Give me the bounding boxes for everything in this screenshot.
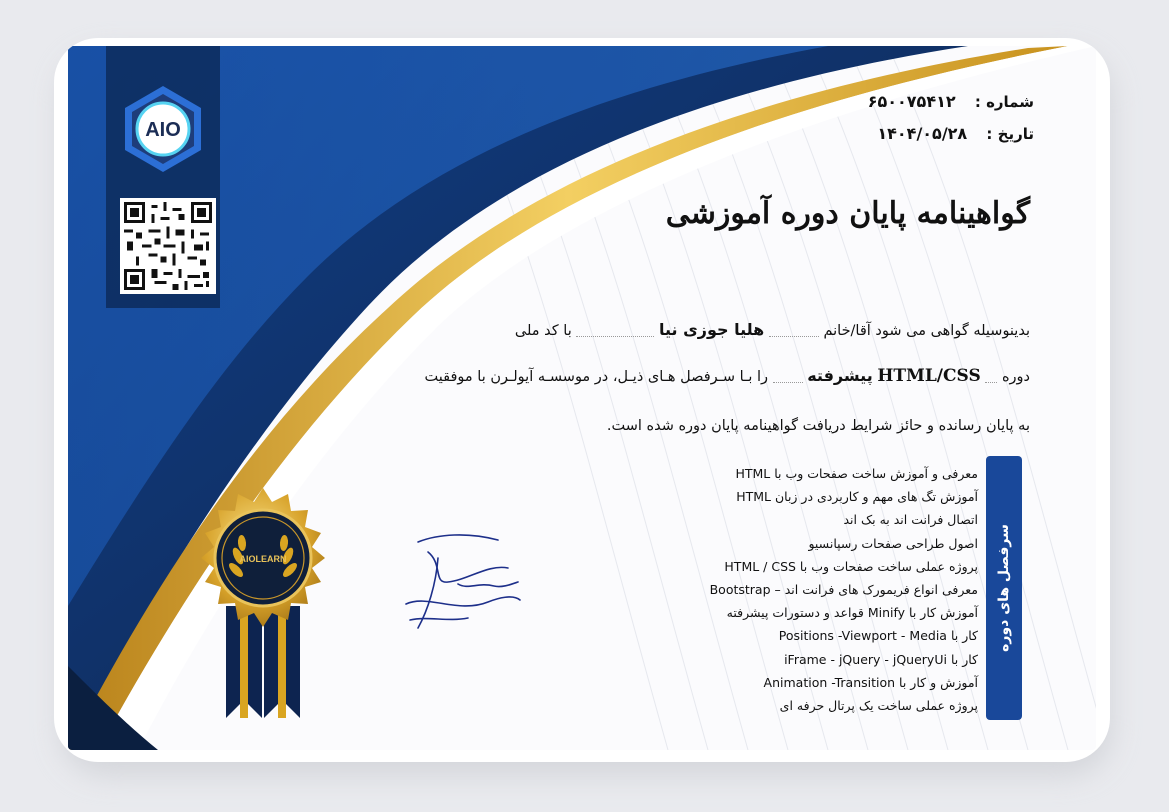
- syllabus-item: آموزش و کار با Animation -Transition: [763, 674, 978, 690]
- syllabus-item: آموزش کار با Minify قواعد و دستورات پیشرفته: [726, 605, 978, 621]
- syllabus-item: معرفی انواع فریمورک های فرانت اند – Bootstrap: [709, 582, 978, 598]
- certificate-number: ۶۵۰۰۷۵۴۱۲: [867, 92, 956, 111]
- dotted-separator: [985, 372, 997, 383]
- course-level: پیشرفته: [807, 366, 873, 385]
- syllabus-item: معرفی و آموزش ساخت صفحات وب با HTML: [735, 466, 978, 481]
- body-line-2: [425, 366, 1030, 386]
- certificate-card: [54, 38, 1110, 762]
- brand-logo: [118, 84, 208, 174]
- syllabus-item: پروژه عملی ساخت یک پرتال حرفه ای: [779, 698, 978, 714]
- course-code: HTML/CSS: [877, 366, 981, 386]
- recipient-name: هلیا جوزی نیا: [658, 320, 765, 339]
- line1-prefix: بدینوسیله گواهی می شود آقا/خانم: [823, 323, 1030, 339]
- dotted-separator: [769, 326, 819, 337]
- qr-code: [120, 198, 216, 294]
- number-label: شماره :: [974, 93, 1034, 111]
- syllabus-tab-label: سرفصل های دوره: [996, 524, 1012, 652]
- syllabus-list: [710, 462, 978, 717]
- syllabus-item: اتصال فرانت اند به بک اند: [843, 512, 978, 528]
- syllabus-item: کار با Positions -Viewport - Media: [778, 628, 978, 644]
- line2-prefix: دوره: [1001, 369, 1030, 385]
- date-label: تاریخ :: [986, 125, 1034, 143]
- seal-text: AIOLEARN: [239, 554, 287, 564]
- syllabus-item: آموزش تگ های مهم و کاربردی در زبان HTML: [736, 489, 978, 505]
- syllabus-item: اصول طراحی صفحات رسپانسیو: [808, 535, 978, 551]
- certificate-number-row: [868, 86, 1034, 118]
- certificate-date-row: [868, 118, 1034, 150]
- line2-suffix: را بـا سـرفصل هـای ذیـل، در موسسـه آیولـرن با موفقیت: [424, 369, 768, 385]
- signature: [398, 524, 528, 634]
- body-line-1: [515, 320, 1030, 339]
- syllabus-item: پروژه عملی ساخت صفحات وب با HTML / CSS: [724, 558, 978, 574]
- syllabus-tab: [986, 456, 1022, 720]
- syllabus-item: کار با iFrame - jQuery - jQueryUi: [784, 651, 978, 667]
- line1-suffix: با کد ملی: [514, 323, 572, 339]
- gold-seal: [178, 486, 348, 726]
- certificate-meta: [868, 86, 1034, 150]
- logo-text: AIO: [145, 119, 181, 141]
- dotted-separator: [576, 326, 654, 337]
- dotted-separator: [773, 372, 803, 383]
- body-line-3: به پایان رسانده و حائز شرایط دریافت گواهینامه پایان دوره شده است.: [606, 418, 1030, 434]
- certificate-title: گواهینامه پایان دوره آموزشی: [665, 196, 1030, 231]
- certificate: [68, 46, 1096, 750]
- certificate-date: ۱۴۰۴/۰۵/۲۸: [877, 124, 968, 143]
